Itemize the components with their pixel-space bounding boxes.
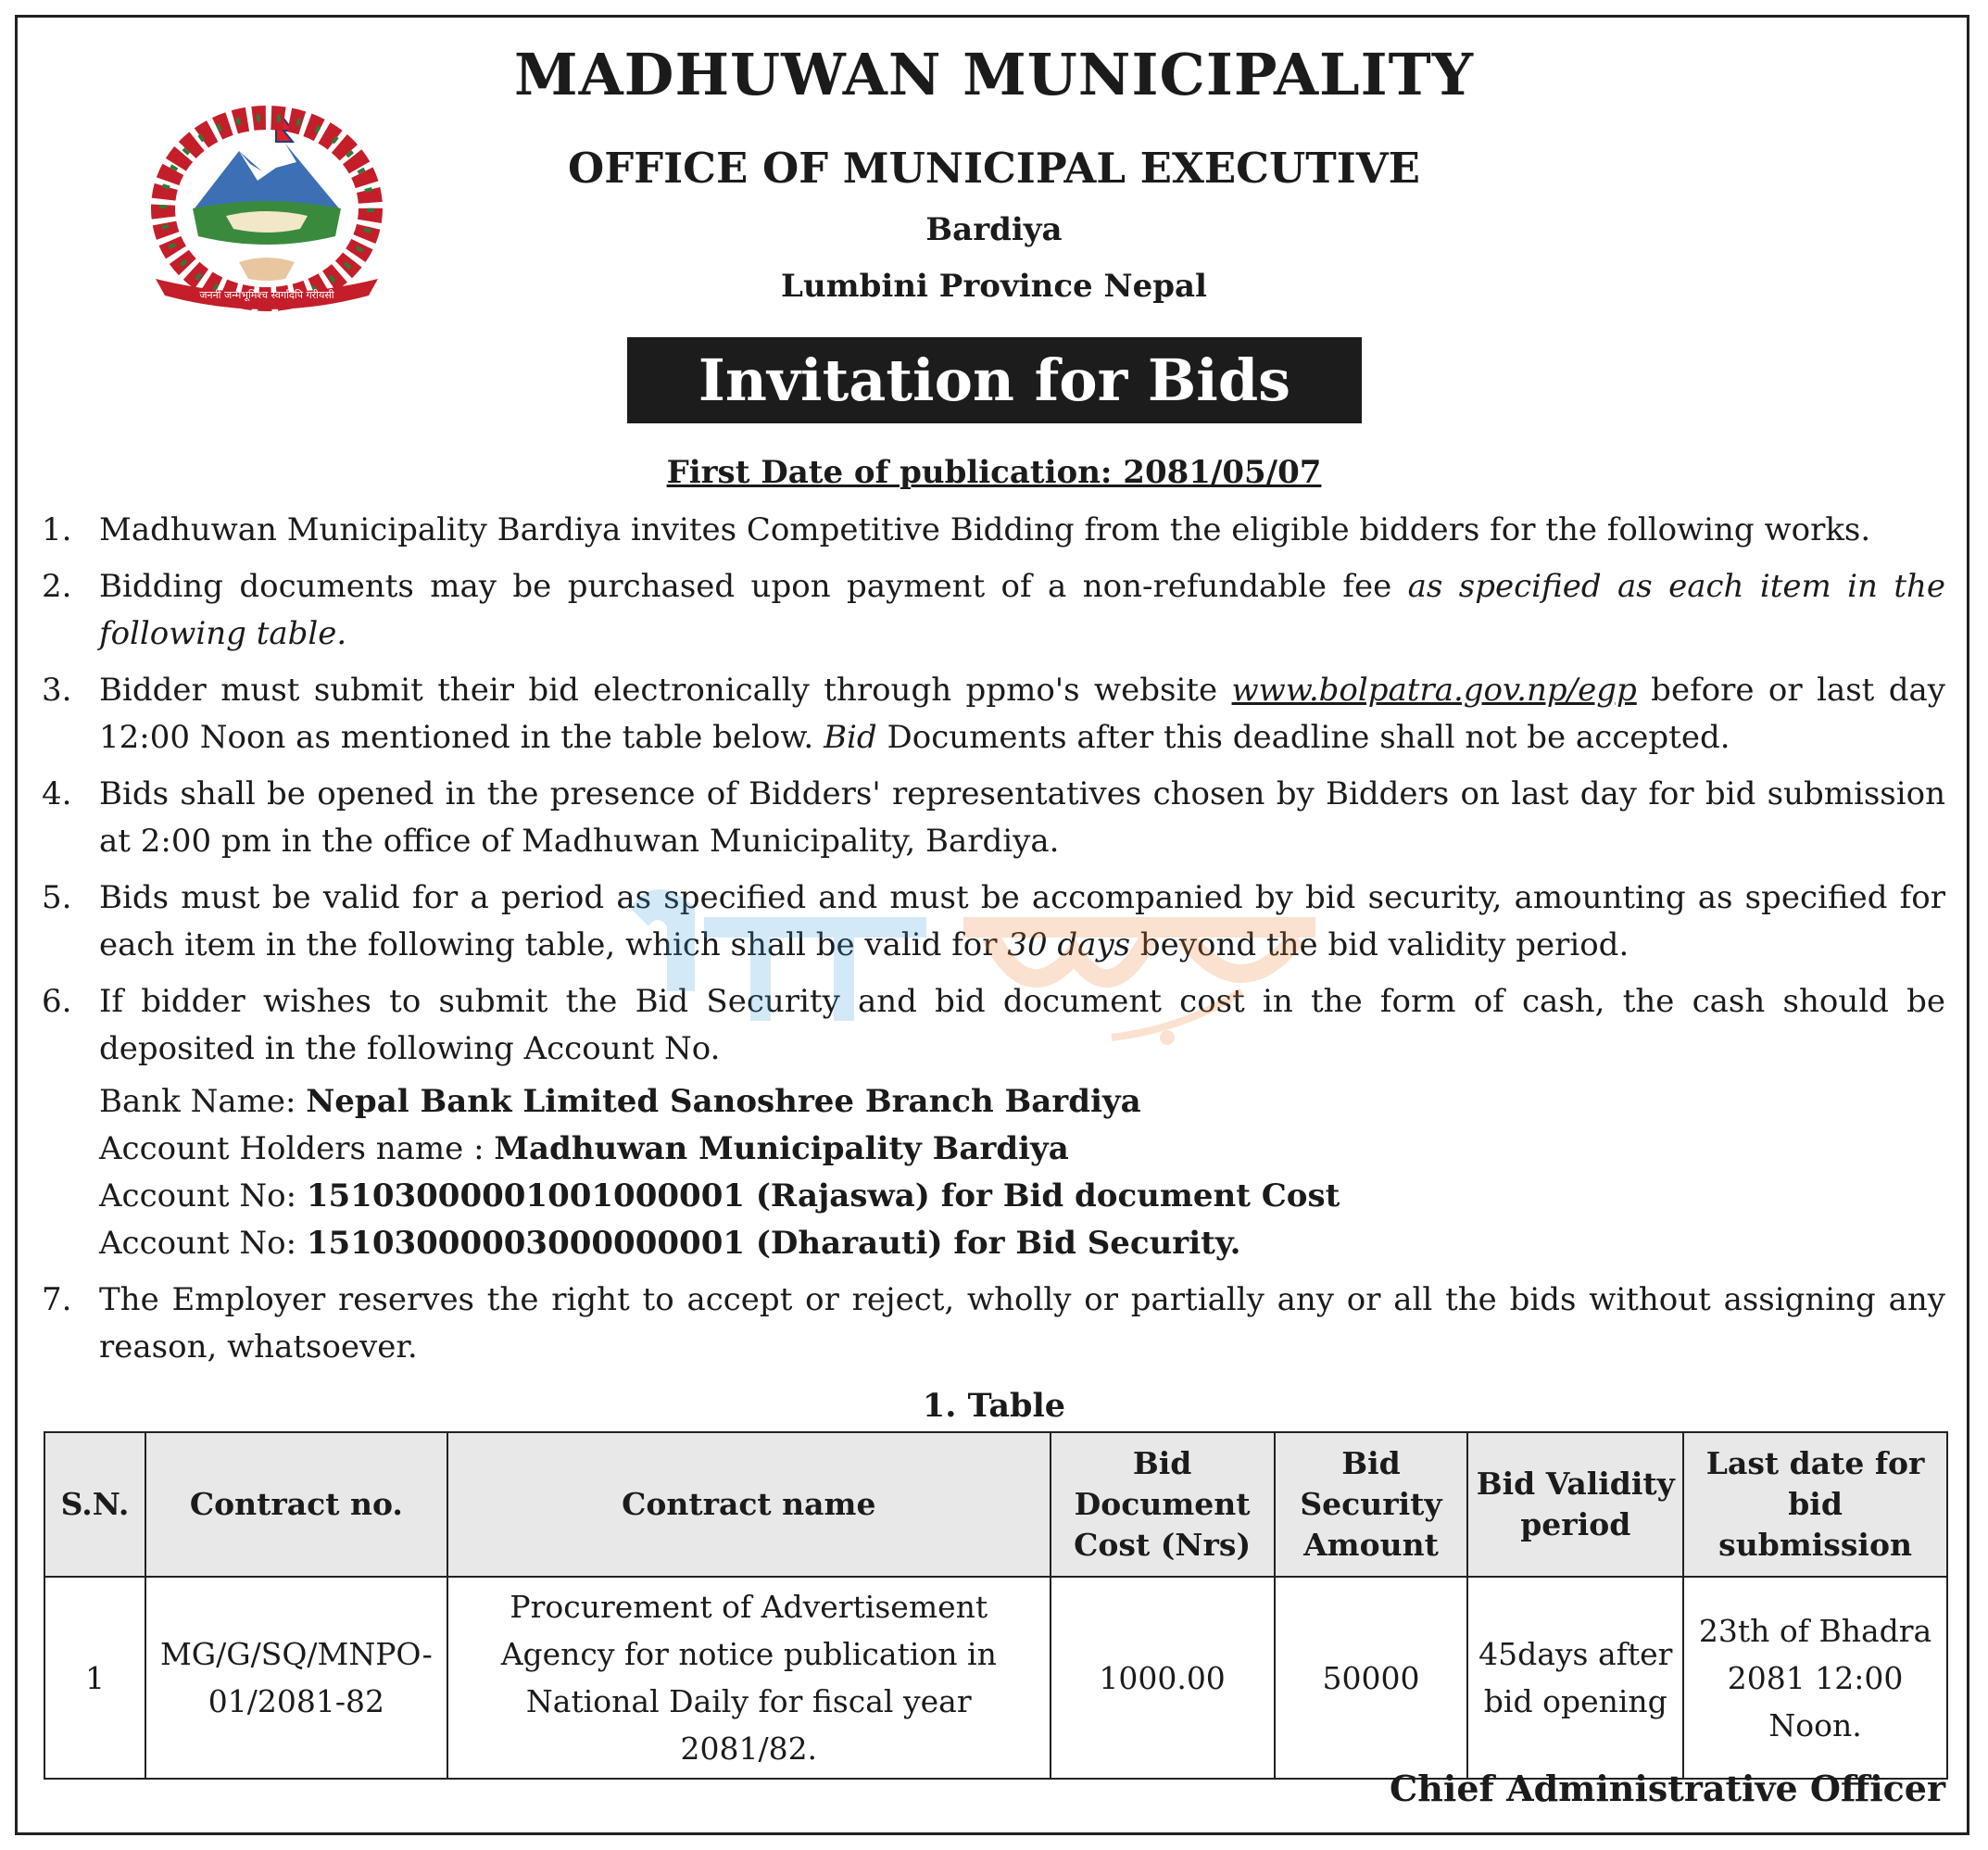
clause-text-italic: 30 days bbox=[1007, 926, 1131, 963]
account-holder-label: Account Holders name : bbox=[99, 1130, 495, 1167]
header-bid-validity-period: Bid Validity period bbox=[1467, 1432, 1683, 1577]
bank-details bbox=[42, 1078, 1945, 1267]
clause-5 bbox=[42, 875, 1945, 969]
clause-text-italic: as specified as each item in the following table. bbox=[99, 568, 1946, 652]
account-holder-line bbox=[99, 1126, 1945, 1173]
bank-name-line bbox=[99, 1078, 1945, 1126]
clause-text: beyond the bid validity period. bbox=[1130, 926, 1629, 963]
bank-name-value: Nepal Bank Limited Sanoshree Branch Bardiya bbox=[306, 1083, 1141, 1120]
account-no-label: Account No: bbox=[99, 1177, 307, 1214]
clause-number: 1. bbox=[42, 511, 72, 548]
publication-date: First Date of publication: 2081/05/07 bbox=[666, 454, 1322, 491]
clause-4 bbox=[42, 771, 1945, 865]
clause-6 bbox=[42, 978, 1945, 1073]
clause-3 bbox=[42, 667, 1945, 761]
bids-table bbox=[44, 1431, 1948, 1780]
clause-text: Bids must be valid for a period as specified and must be accompanied by bid security, amounting as specified for each item in the following table, which shall be valid for bbox=[99, 879, 1945, 963]
clause-text: The Employer reserves the right to accept or reject, wholly or partially any or all the bids without assigning any reason, whatsoever. bbox=[99, 1281, 1945, 1365]
clause-7 bbox=[42, 1277, 1945, 1371]
header-bid-security-amount: Bid Security Amount bbox=[1275, 1432, 1468, 1577]
cell-bid-document-cost: 1000.00 bbox=[1051, 1577, 1275, 1779]
clause-number: 7. bbox=[42, 1281, 72, 1318]
clause-text: If bidder wishes to submit the Bid Security and bid document cost in the form of cash, the cash should be deposited in the following Account No. bbox=[99, 983, 1945, 1067]
clause-text: before or last day 12:00 Noon as mentioned in the table below. bbox=[99, 672, 1946, 756]
district-name: Bardiya bbox=[925, 211, 1063, 248]
clause-1 bbox=[42, 507, 1945, 554]
header-bid-document-cost: Bid Document Cost (Nrs) bbox=[1051, 1432, 1275, 1577]
province-name: Lumbini Province Nepal bbox=[781, 268, 1207, 305]
table-caption: 1. Table bbox=[922, 1387, 1066, 1425]
table-header-row bbox=[44, 1432, 1947, 1577]
bank-name-label: Bank Name: bbox=[99, 1083, 307, 1120]
account-no-value: 15103000003000000001 (Dharauti) for Bid Security. bbox=[306, 1225, 1241, 1262]
header-sn: S.N. bbox=[44, 1432, 145, 1577]
office-title: OFFICE OF MUNICIPAL EXECUTIVE bbox=[568, 144, 1420, 193]
clause-number: 3. bbox=[42, 672, 72, 709]
account-no-label: Account No: bbox=[99, 1225, 307, 1262]
cell-sn: 1 bbox=[44, 1577, 145, 1779]
clause-number: 6. bbox=[42, 983, 72, 1020]
clause-text: Madhuwan Municipality Bardiya invites Competitive Bidding from the eligible bidders for the following works. bbox=[99, 511, 1871, 548]
cell-contract-name: Procurement of Advertisement Agency for notice publication in National Daily for fiscal year 2081/82. bbox=[447, 1577, 1051, 1779]
clause-number: 4. bbox=[42, 775, 72, 812]
account-no-1-line bbox=[99, 1173, 1945, 1220]
account-no-2-line bbox=[99, 1220, 1945, 1267]
header-last-date: Last date for bid submission bbox=[1683, 1432, 1947, 1577]
account-no-value: 15103000001001000001 (Rajaswa) for Bid document Cost bbox=[306, 1177, 1340, 1214]
clause-text: Documents after this deadline shall not be accepted. bbox=[876, 719, 1730, 756]
table-row bbox=[44, 1577, 1947, 1779]
notice-clauses bbox=[42, 507, 1945, 1380]
clause-2 bbox=[42, 563, 1945, 658]
cell-bid-validity-period: 45days after bid opening bbox=[1467, 1577, 1683, 1779]
signature-title: Chief Administrative Officer bbox=[1390, 1768, 1945, 1809]
invitation-banner: Invitation for Bids bbox=[627, 337, 1362, 423]
cell-contract-no: MG/G/SQ/MNPO-01/2081-82 bbox=[145, 1577, 447, 1779]
clause-text: Bids shall be opened in the presence of Bidders' representatives chosen by Bidders on last day for bid submission at 2:00 pm in the office of Madhuwan Municipality, Bardiya. bbox=[99, 775, 1945, 860]
cell-bid-security-amount: 50000 bbox=[1275, 1577, 1468, 1779]
bolpatra-link[interactable]: www.bolpatra.gov.np/egp bbox=[1231, 672, 1637, 709]
clause-text: Bidder must submit their bid electronically through ppmo's website bbox=[99, 672, 1232, 709]
clause-number: 5. bbox=[42, 879, 72, 916]
emblem-motto-text: जननी जन्मभूमिश्च स्वर्गादपि गरीयसी bbox=[199, 289, 334, 301]
account-holder-value: Madhuwan Municipality Bardiya bbox=[494, 1130, 1069, 1167]
clause-text-italic: Bid bbox=[824, 719, 877, 756]
header-contract-no: Contract no. bbox=[145, 1432, 447, 1577]
clause-number: 2. bbox=[42, 568, 72, 605]
header-contract-name: Contract name bbox=[447, 1432, 1051, 1577]
municipality-title: MADHUWAN MUNICIPALITY bbox=[513, 41, 1475, 108]
cell-last-date: 23th of Bhadra 2081 12:00 Noon. bbox=[1683, 1577, 1947, 1779]
clause-text: Bidding documents may be purchased upon payment of a non-refundable fee bbox=[99, 568, 1408, 605]
